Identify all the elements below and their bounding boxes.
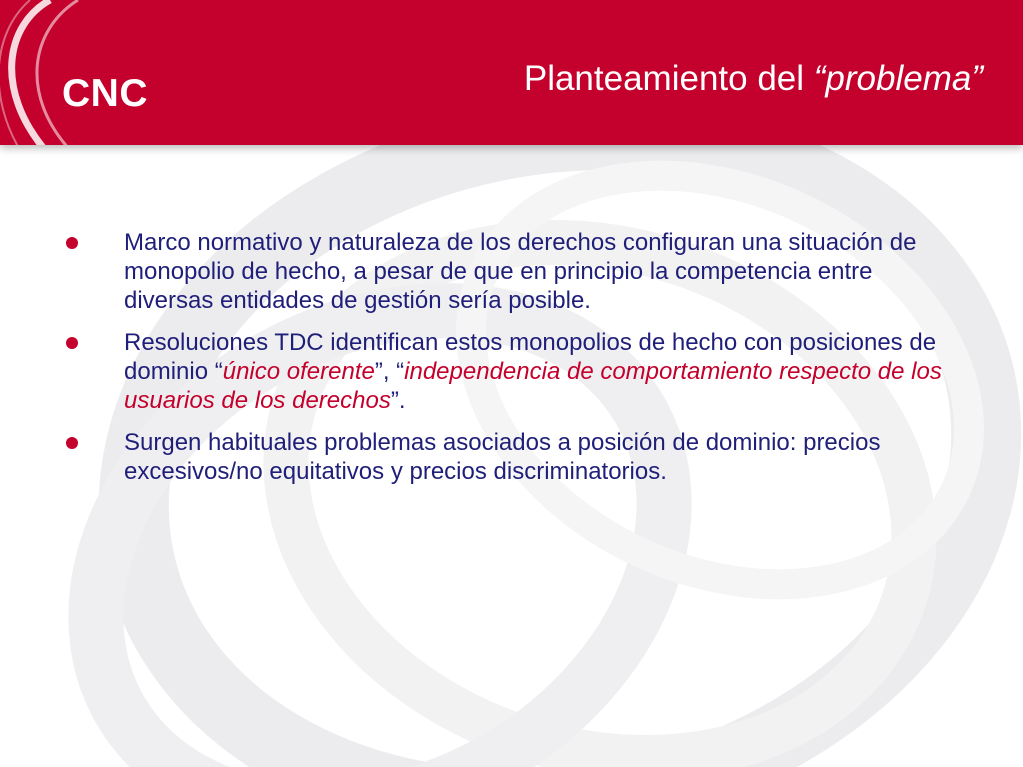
bullet-dot-icon <box>66 437 78 449</box>
bullet-dot-icon <box>66 237 78 249</box>
highlight-independencia: independencia de comportamiento respecto de los usuarios de los derechos <box>124 358 942 414</box>
page-title <box>524 60 983 99</box>
bullet-dot-icon <box>66 337 78 349</box>
bullet-text-end: ”. <box>390 387 406 414</box>
bullet-item <box>60 328 965 415</box>
title-main: Planteamiento del <box>523 59 814 98</box>
bullet-text: Resoluciones TDC identifican estos monopolios de hecho con posiciones de dominio “ <box>124 329 937 385</box>
cnc-logo: CNC <box>62 72 148 115</box>
title-emphasis: “problema” <box>813 59 983 98</box>
bullet-text-separator: ”, “ <box>374 358 405 385</box>
bullet-item <box>60 228 965 315</box>
bullet-text: Marco normativo y naturaleza de los derechos configuran una situación de monopolio de hecho, a pesar de que en principio la competencia entre diversas entidades de gestión sería posible. <box>124 229 917 314</box>
highlight-unico-oferente: único oferente <box>222 358 375 385</box>
header-banner <box>0 0 1023 145</box>
bullet-text: Surgen habituales problemas asociados a posición de dominio: precios excesivos/no equitativos y precios discriminatorios. <box>124 429 881 485</box>
bullet-list <box>60 228 965 499</box>
bullet-item <box>60 428 965 486</box>
